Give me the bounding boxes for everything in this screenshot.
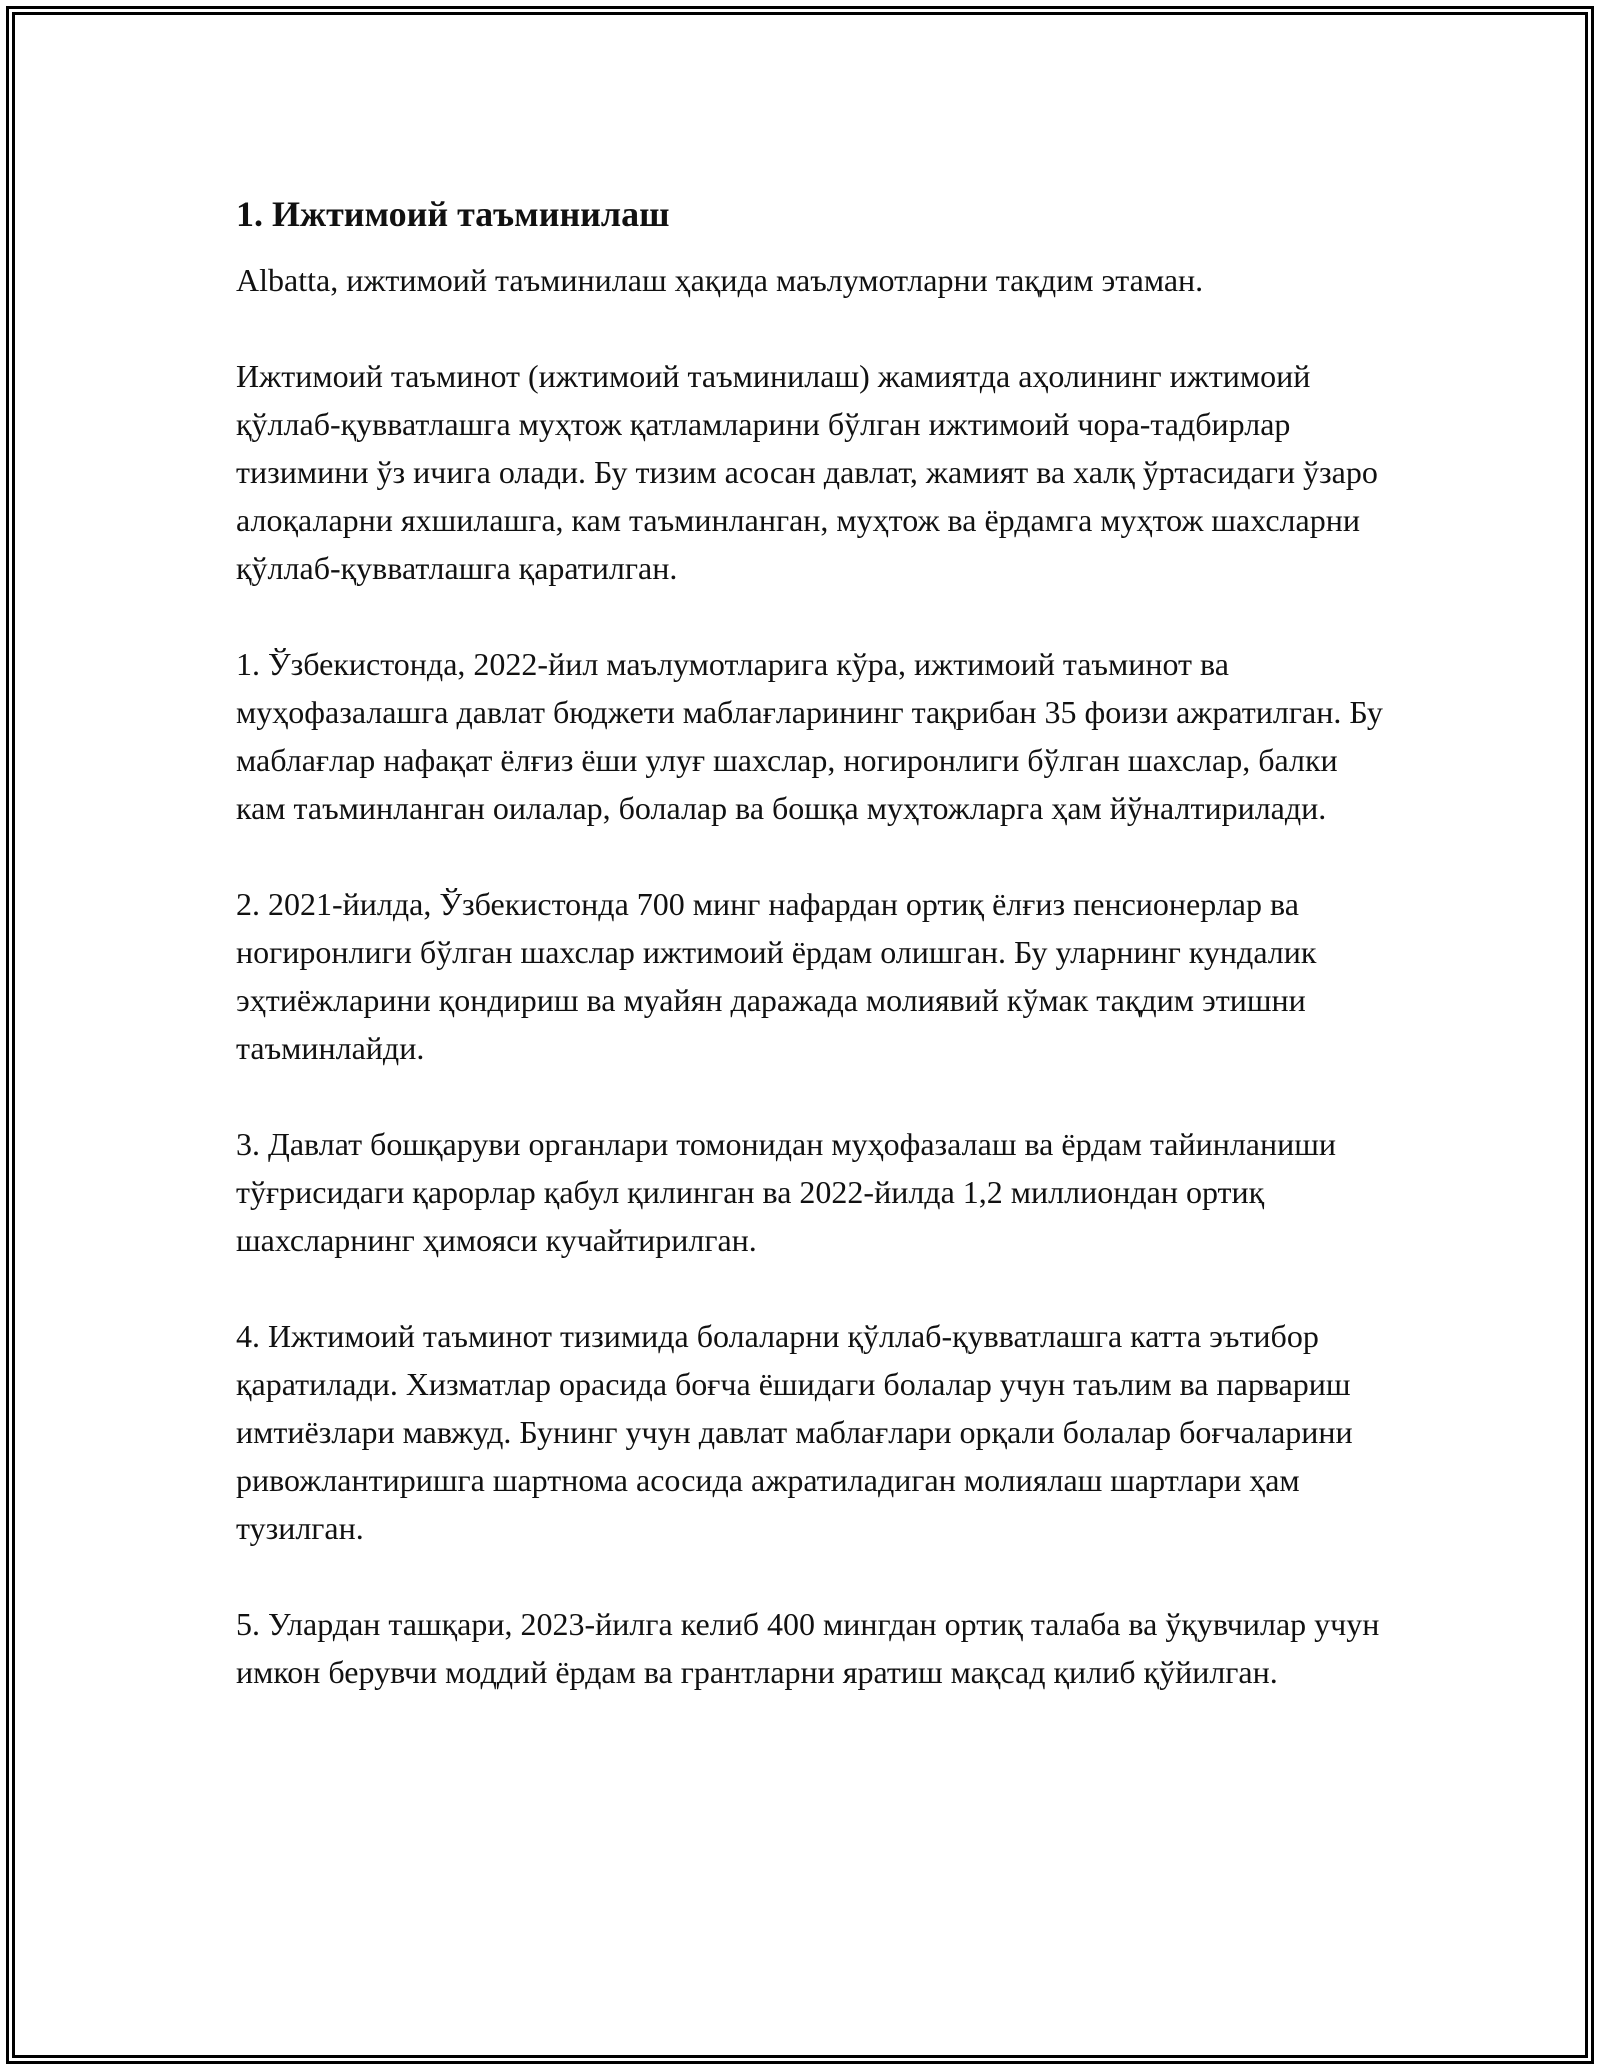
list-item-2: 2. 2021-йилда, Ўзбекистонда 700 минг нафардан ортиқ ёлғиз пенсионерлар ва ногиронлиги бўлган шахслар ижтимоий ёрдам олишган. Бу уларнинг кундалик эҳтиёжларини қондириш ва муайян даражада молиявий кўмак тақдим этишни таъминлайди.	[236, 886, 1317, 1066]
document-body	[236, 190, 1386, 1744]
list-item-3: 3. Давлат бошқаруви органлари томонидан муҳофазалаш ва ёрдам тайинланиши тўғрисидаги қарорлар қабул қилинган ва 2022-йилда 1,2 миллиондан ортиқ шахсларнинг ҳимояси кучайтирилган.	[236, 1126, 1337, 1258]
section-heading: 1. Ижтимоий таъминилаш	[236, 194, 670, 234]
list-item-1: 1. Ўзбекистонда, 2022-йил маълумотларига кўра, ижтимоий таъминот ва муҳофазалашга давлат бюджети маблағларининг тақрибан 35 фоизи ажратилган. Бу маблағлар нафақат ёлғиз ёши улуғ шахслар, ногиронлиги бўлган шахслар, балки кам таъминланган оилалар, болалар ва бошқа муҳтожларга ҳам йўналтирилади.	[236, 646, 1383, 826]
intro-paragraph: Albatta, ижтимоий таъминилаш ҳақида маълумотларни тақдим этаман.	[236, 262, 1204, 298]
definition-paragraph: Ижтимоий таъминот (ижтимоий таъминилаш) жамиятда аҳолининг ижтимоий қўллаб-қувватлашга муҳтож қатламларини бўлган ижтимоий чора-тадбирлар тизимини ўз ичига олади. Бу тизим асосан давлат, жамият ва халқ ўртасидаги ўзаро алоқаларни яхшилашга, кам таъминланган, муҳтож ва ёрдамга муҳтож шахсларни қўллаб-қувватлашга қаратилган.	[236, 358, 1378, 586]
list-item-5: 5. Улардан ташқари, 2023-йилга келиб 400 мингдан ортиқ талаба ва ўқувчилар учун имкон берувчи моддий ёрдам ва грантларни яратиш мақсад қилиб қўйилган.	[236, 1606, 1380, 1690]
list-item-4: 4. Ижтимоий таъминот тизимида болаларни қўллаб-қувватлашга катта эътибор қаратилади. Хизматлар орасида боғча ёшидаги болалар учун таълим ва парвариш имтиёзлари мавжуд. Бунинг учун давлат маблағлари орқали болалар боғчаларини ривожлантиришга шартнома асосида ажратиладиган молиялаш шартлари ҳам тузилган.	[236, 1318, 1353, 1546]
